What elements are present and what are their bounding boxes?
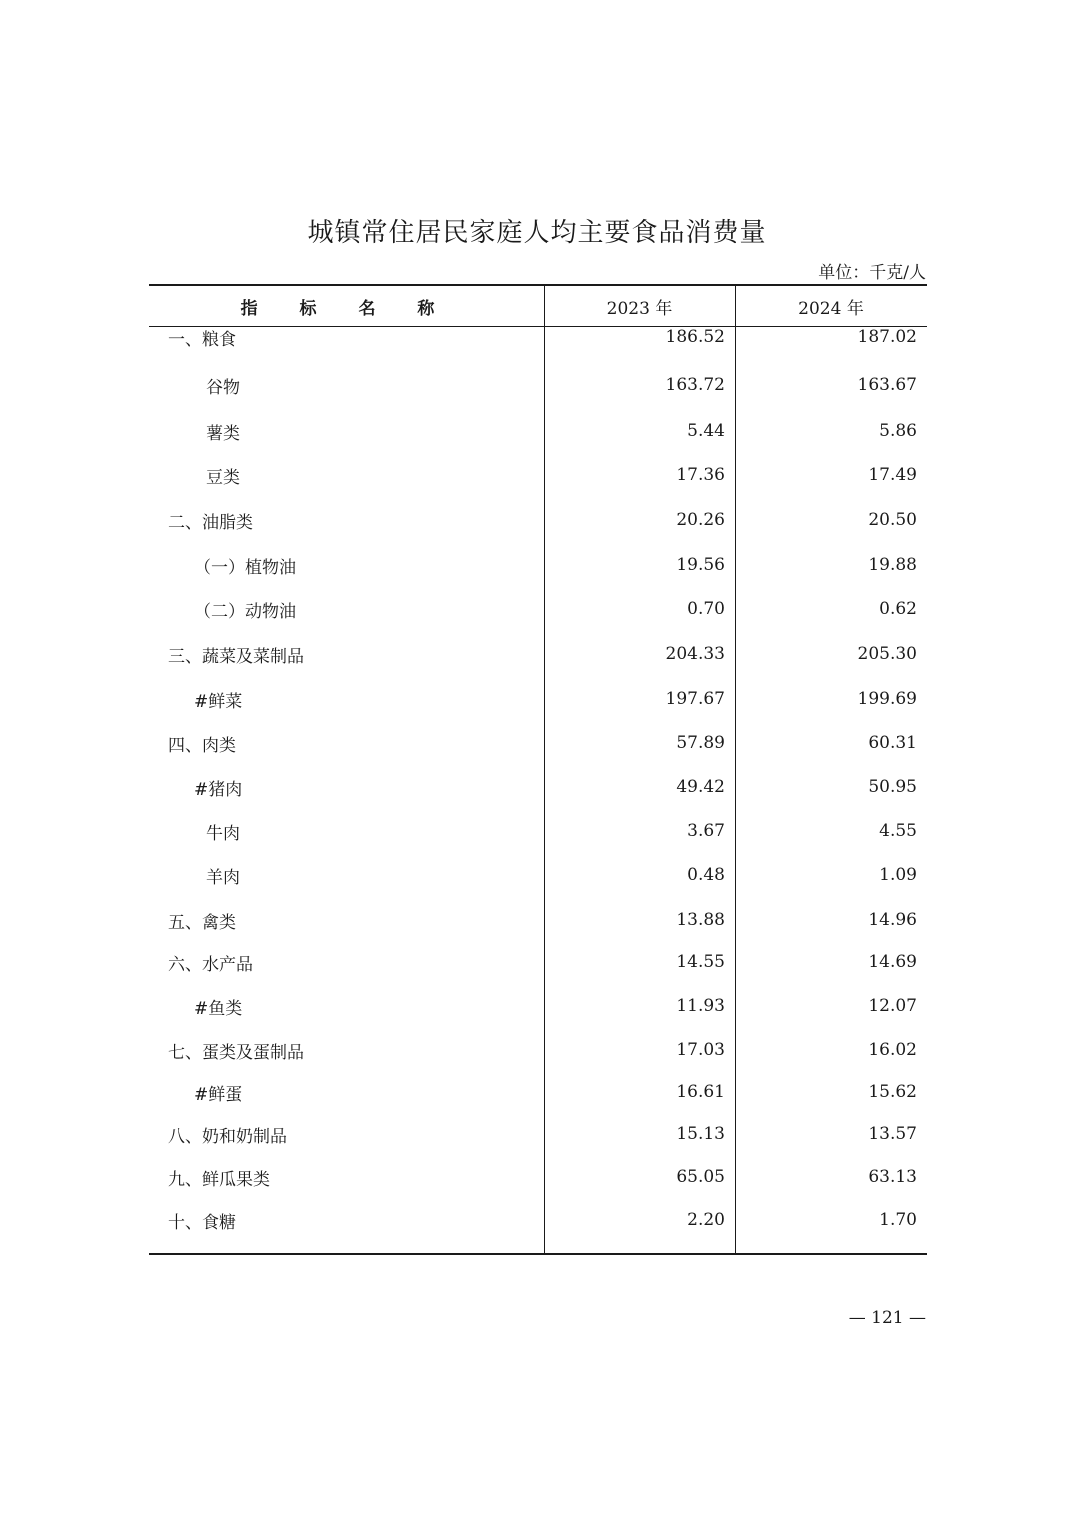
row-value-2023: 15.13 [676,1124,725,1144]
row-value-2023: 20.26 [676,510,725,530]
table-row [149,948,927,976]
row-indicator-name: #鱼类 [194,998,243,1019]
row-value-2023: 49.42 [676,777,725,797]
row-indicator-name: 一、粮食 [168,329,236,350]
table-header [149,286,927,327]
row-indicator-name: （一）植物油 [194,557,296,578]
row-value-2024: 12.07 [868,996,917,1016]
row-indicator-name: 薯类 [206,423,240,444]
header-2023: 2023 年 [606,298,673,319]
row-value-2024: 15.62 [868,1082,917,1102]
row-value-2023: 57.89 [676,733,725,753]
row-value-2024: 50.95 [868,777,917,797]
row-value-2023: 16.61 [676,1082,725,1102]
row-value-2023: 197.67 [665,689,725,709]
row-indicator-name: 牛肉 [206,823,240,844]
table-row [149,1120,927,1148]
table-row [149,861,927,889]
row-value-2024: 205.30 [857,644,917,664]
row-indicator-name: 豆类 [206,467,240,488]
table-row [149,1078,927,1106]
row-indicator-name: #猪肉 [194,779,243,800]
row-value-2023: 3.67 [687,821,725,841]
row-indicator-name: 四、肉类 [168,735,236,756]
row-value-2023: 19.56 [676,555,725,575]
row-value-2024: 17.49 [868,465,917,485]
table-row [149,506,927,534]
row-value-2024: 60.31 [868,733,917,753]
row-indicator-name: #鲜蛋 [194,1084,243,1105]
row-value-2024: 14.96 [868,910,917,930]
row-value-2023: 2.20 [687,1210,725,1230]
row-indicator-name: 八、奶和奶制品 [168,1126,287,1147]
row-value-2024: 0.62 [879,599,917,619]
row-value-2024: 5.86 [879,421,917,441]
table-row [149,551,927,579]
table-row [149,1206,927,1234]
row-value-2024: 13.57 [868,1124,917,1144]
table-row [149,595,927,623]
row-value-2023: 17.36 [676,465,725,485]
table-row [149,773,927,801]
row-indicator-name: （二）动物油 [194,601,296,622]
row-indicator-name: 六、水产品 [168,954,253,975]
unit-label: 单位：千克/人 [818,263,926,283]
row-value-2024: 4.55 [879,821,917,841]
row-value-2023: 0.70 [687,599,725,619]
table-row [149,323,927,351]
table-row [149,685,927,713]
row-indicator-name: 羊肉 [206,867,240,888]
table-row [149,817,927,845]
row-value-2024: 1.09 [879,865,917,885]
row-indicator-name: 七、蛋类及蛋制品 [168,1042,304,1063]
row-value-2023: 204.33 [665,644,725,664]
table-row [149,371,927,399]
row-indicator-name: #鲜菜 [194,691,243,712]
row-value-2023: 14.55 [676,952,725,972]
row-value-2024: 19.88 [868,555,917,575]
row-value-2024: 199.69 [857,689,917,709]
table-row [149,461,927,489]
row-value-2024: 16.02 [868,1040,917,1060]
row-value-2024: 187.02 [857,327,917,347]
row-indicator-name: 三、蔬菜及菜制品 [168,646,304,667]
data-table [149,284,927,1255]
page-title: 城镇常住居民家庭人均主要食品消费量 [307,218,767,248]
table-row [149,1163,927,1191]
header-indicator-name: 指 标 名 称 [240,298,453,319]
row-value-2023: 13.88 [676,910,725,930]
row-indicator-name: 谷物 [206,377,240,398]
row-indicator-name: 九、鲜瓜果类 [168,1169,270,1190]
row-value-2023: 11.93 [676,996,725,1016]
row-value-2023: 17.03 [676,1040,725,1060]
table-row [149,417,927,445]
row-value-2023: 186.52 [665,327,725,347]
page-number: — 121 — [848,1308,926,1328]
row-value-2024: 14.69 [868,952,917,972]
row-indicator-name: 二、油脂类 [168,512,253,533]
row-indicator-name: 五、禽类 [168,912,236,933]
table-row [149,1036,927,1064]
table-row [149,992,927,1020]
row-value-2024: 20.50 [868,510,917,530]
table-row [149,729,927,757]
table-row [149,640,927,668]
row-value-2024: 163.67 [857,375,917,395]
row-value-2023: 5.44 [687,421,725,441]
row-indicator-name: 十、食糖 [168,1212,236,1233]
row-value-2023: 65.05 [676,1167,725,1187]
table-row [149,906,927,934]
header-2024: 2024 年 [798,298,864,319]
row-value-2023: 163.72 [665,375,725,395]
row-value-2024: 63.13 [868,1167,917,1187]
row-value-2024: 1.70 [879,1210,917,1230]
row-value-2023: 0.48 [687,865,725,885]
